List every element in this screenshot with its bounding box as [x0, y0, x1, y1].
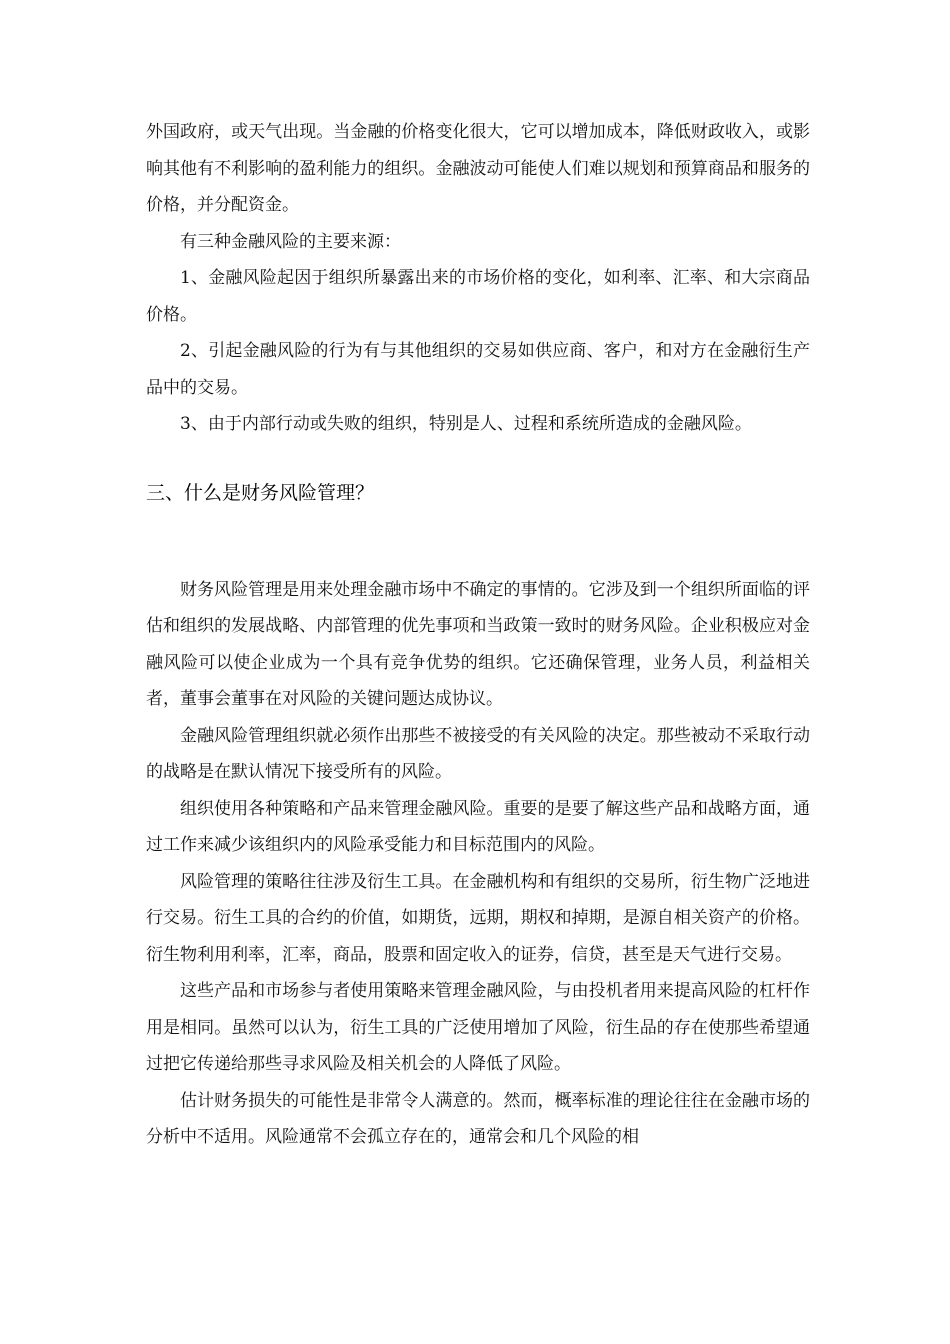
section-heading: 三、什么是财务风险管理？ — [146, 481, 375, 504]
paragraph-sources-intro: 有三种金融风险的主要来源： — [180, 231, 401, 252]
list-item-source-3: 3、由于内部行动或失败的组织，特别是人、过程和系统所造成的金融风险。 — [180, 414, 752, 434]
paragraph-market-participants: 这些产品和市场参与者使用策略来管理金融风险，与由投机者用来提高风险的杠杆作用是相同。虽然可以认为，衍生工具的广泛使用增加了风险，衍生品的存在使那些希望通过把它传递给那些寻求风险及相关机会的人降低了风险。 — [146, 981, 810, 1074]
paragraph-loss-estimation: 估计财务损失的可能性是非常令人满意的。然而，概率标准的理论往往在金融市场的分析中不适用。风险通常不会孤立存在的，通常会和几个风险的相 — [146, 1090, 810, 1147]
paragraph-definition: 财务风险管理是用来处理金融市场中不确定的事情的。它涉及到一个组织所面临的评估和组织的发展战略、内部管理的优先事项和当政策一致时的财务风险。企业积极应对金融风险可以使企业成为一个具有竞争优势的组织。它还确保管理，业务人员，利益相关者，董事会董事在对风险的关键问题达成协议。 — [146, 579, 810, 709]
list-item-source-2: 2、引起金融风险的行为有与其他组织的交易如供应商、客户，和对方在金融衍生产品中的交易。 — [146, 341, 810, 398]
paragraph-decisions: 金融风险管理组织就必须作出那些不被接受的有关风险的决定。那些被动不采取行动的战略是在默认情况下接受所有的风险。 — [146, 725, 810, 782]
paragraph-derivatives: 风险管理的策略往往涉及衍生工具。在金融机构和有组织的交易所，衍生物广泛地进行交易。衍生工具的合约的价值，如期货，远期，期权和掉期，是源自相关资产的价格。衍生物利用利率，汇率，商品，股票和固定收入的证券，信贷，甚至是天气进行交易。 — [146, 871, 810, 965]
paragraph-continuation: 外国政府，或天气出现。当金融的价格变化很大，它可以增加成本，降低财政收入，或影响其他有不利影响的盈利能力的组织。金融波动可能使人们难以规划和预算商品和服务的价格，并分配资金。 — [146, 122, 810, 215]
paragraph-strategies: 组织使用各种策略和产品来管理金融风险。重要的是要了解这些产品和战略方面，通过工作来减少该组织内的风险承受能力和目标范围内的风险。 — [146, 798, 810, 855]
list-item-source-1: 1、金融风险起因于组织所暴露出来的市场价格的变化，如利率、汇率、和大宗商品价格。 — [146, 268, 810, 325]
document-body — [146, 114, 810, 1156]
